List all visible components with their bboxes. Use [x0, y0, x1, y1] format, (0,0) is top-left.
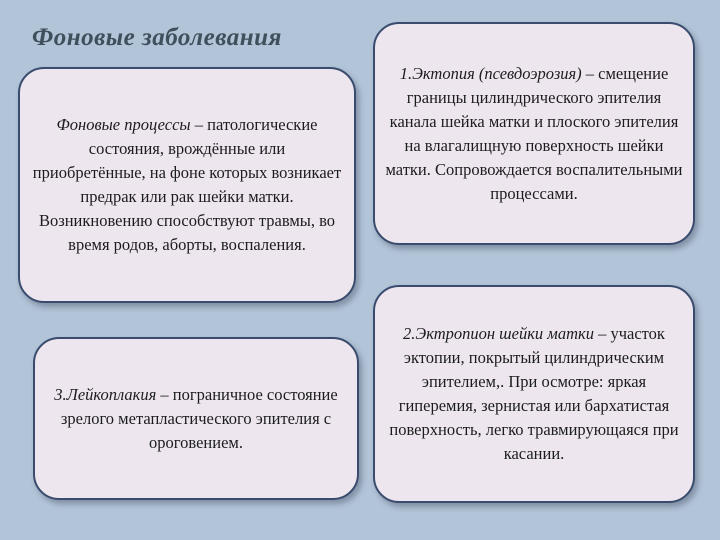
card-background-processes [18, 67, 356, 303]
slide-title: Фоновые заболевания [32, 24, 282, 51]
card-text [20, 113, 354, 257]
card-lead: 1.Эктопия (псевдоэрозия) [399, 63, 582, 83]
card-lead: 2.Эктропион шейки матки [403, 324, 594, 343]
card-text [35, 383, 357, 455]
card-text [375, 322, 693, 466]
card-leukoplakia [33, 337, 359, 500]
card-body: – участок эктопии, покрытый цилиндрическим эпителием,. При осмотре: яркая гиперемия, зернистая или бархатистая поверхность, легко травмирующаяся при касании. [389, 324, 679, 463]
card-ectropion [373, 285, 695, 503]
card-lead: Фоновые процессы [56, 115, 191, 134]
card-body: – смещение границы цилиндрического эпителия канала шейка матки и плоского эпителия на влагалищную поверхность шейки матки. Сопровождается воспалительными процессами. [385, 63, 683, 203]
card-text [375, 62, 693, 206]
card-lead: 3.Лейкоплакия [54, 384, 157, 404]
card-body: – патологические состояния, врождённые или приобретённые, на фоне которых возникает предрак или рак шейки матки. Возникновению способствуют травмы, во время родов, аборты, воспаления. [32, 115, 342, 254]
card-body: – пограничное состояние зрелого метапластического эпителия с ороговением. [60, 384, 338, 452]
card-ectopia [373, 22, 695, 245]
